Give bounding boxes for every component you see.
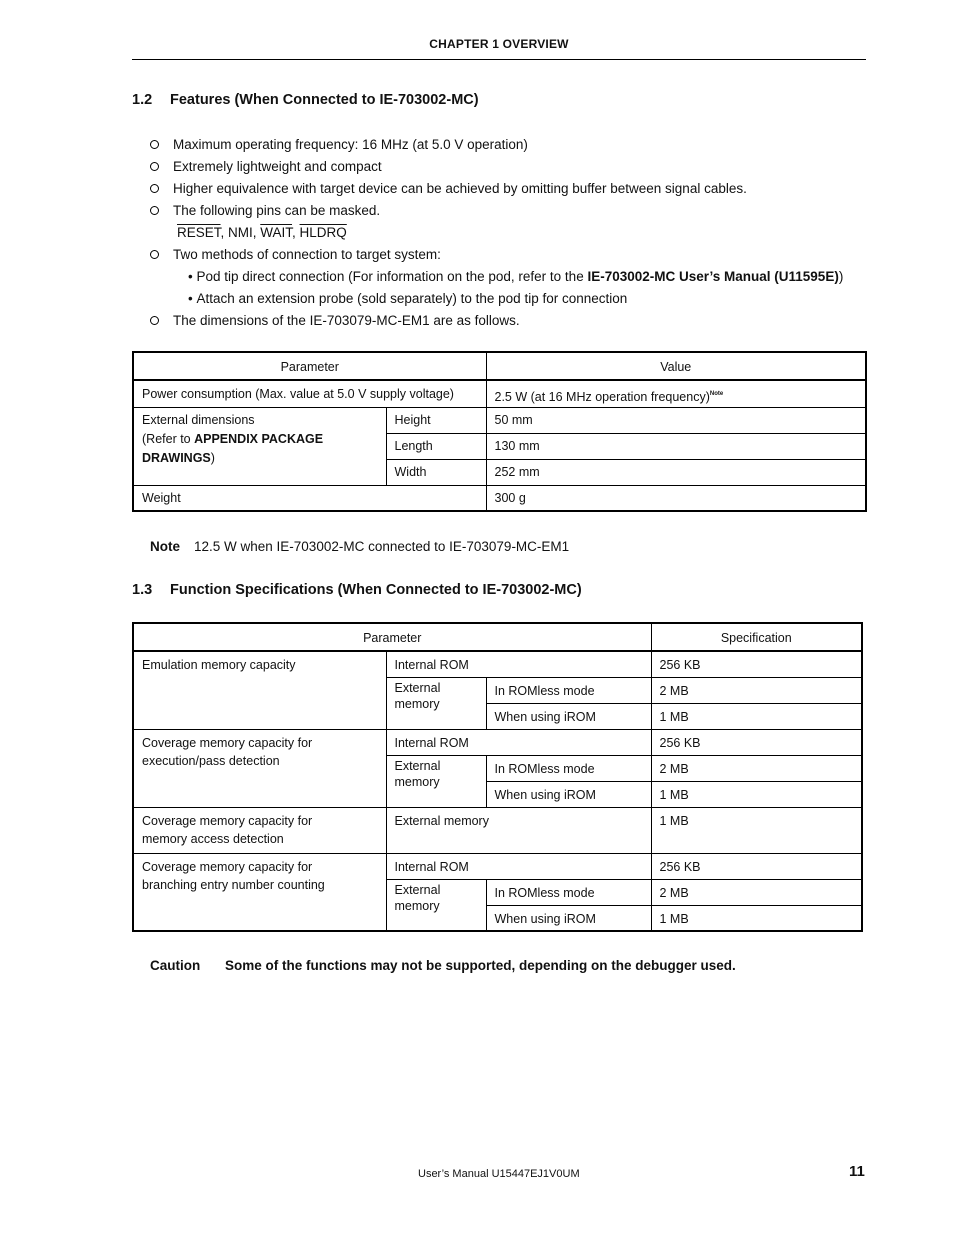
caution-label: Caution xyxy=(150,958,201,973)
ext-mem-line2: memory xyxy=(394,898,440,913)
bullet-text: Two methods of connection to target system: xyxy=(173,247,441,262)
spec-value: 256 KB xyxy=(651,729,862,755)
power-label: Power consumption (Max. value at 5.0 V supply voltage) xyxy=(133,380,486,407)
header-parameter: Parameter xyxy=(133,352,486,380)
table-row xyxy=(133,651,862,677)
spec-value: 2 MB xyxy=(651,755,862,781)
irom-label: When using iROM xyxy=(486,905,651,931)
ext-label-line1: External dimensions xyxy=(142,412,255,427)
pin-sep: , NMI, xyxy=(220,225,261,240)
table-row xyxy=(133,485,866,511)
spec-value: 1 MB xyxy=(651,905,862,931)
romless-label: In ROMless mode xyxy=(486,879,651,905)
spec-value: 1 MB xyxy=(651,781,862,807)
ext-mem-line1: External xyxy=(394,680,441,695)
weight-value: 300 g xyxy=(486,485,866,511)
external-memory-label xyxy=(386,755,486,807)
circle-bullet-icon xyxy=(150,184,159,193)
circle-bullet-icon xyxy=(150,162,159,171)
bullet-text: The following pins can be masked. xyxy=(173,203,381,218)
section-title: Features (When Connected to IE-703002-MC) xyxy=(170,92,479,108)
romless-label: In ROMless mode xyxy=(486,677,651,703)
spec-value: 2 MB xyxy=(651,879,862,905)
circle-bullet-icon xyxy=(150,316,159,325)
note-text: 12.5 W when IE-703002-MC connected to IE-703079-MC-EM1 xyxy=(194,539,570,554)
header-specification: Specification xyxy=(651,623,862,651)
table-row xyxy=(133,807,862,853)
internal-rom-label: Internal ROM xyxy=(386,651,651,677)
note-label: Note xyxy=(150,539,180,554)
page-number: 11 xyxy=(849,1163,865,1180)
spec-value: 2 MB xyxy=(651,677,862,703)
bullet-text: Higher equivalence with target device can be achieved by omitting buffer between signal cables. xyxy=(173,181,747,196)
param-coverage-branching xyxy=(133,853,386,931)
masked-pins xyxy=(177,225,347,241)
section-title: Function Specifications (When Connected to IE-703002-MC) xyxy=(170,582,582,598)
sub-text: Pod tip direct connection (For information on the pod, refer to the xyxy=(196,269,588,284)
sub-text: ) xyxy=(838,269,844,284)
spec-value: 256 KB xyxy=(651,651,862,677)
pin-hldrq: HLDRQ xyxy=(299,225,347,240)
appendix-reference-cont: DRAWINGS xyxy=(142,450,211,465)
ext-mem-line2: memory xyxy=(394,696,440,711)
caution-text: Some of the functions may not be supported, depending on the debugger used. xyxy=(225,958,736,973)
spec-value: 1 MB xyxy=(651,807,862,853)
table-row xyxy=(133,729,862,755)
pin-reset: RESET xyxy=(177,225,221,240)
list-item xyxy=(150,247,441,263)
table-row xyxy=(133,853,862,879)
power-value-text: 2.5 W (at 16 MHz operation frequency) xyxy=(494,390,710,404)
ext-mem-line1: External xyxy=(394,758,441,773)
param-line1: Coverage memory capacity for xyxy=(142,859,313,874)
section-number: 1.2 xyxy=(132,92,153,108)
list-item xyxy=(150,137,528,153)
table-header-row xyxy=(133,623,862,651)
power-value xyxy=(486,380,866,407)
external-memory-label: External memory xyxy=(386,807,651,853)
param-coverage-memory-access xyxy=(133,807,386,853)
table-row xyxy=(133,380,866,407)
ext-mem-line1: External xyxy=(394,882,441,897)
height-label: Height xyxy=(386,407,486,433)
note-marker: Note xyxy=(709,391,724,397)
header-rule xyxy=(132,59,866,60)
param-coverage-execution xyxy=(133,729,386,807)
chapter-header: CHAPTER 1 OVERVIEW xyxy=(429,37,569,51)
param-emulation-memory: Emulation memory capacity xyxy=(133,651,386,729)
table-header-row xyxy=(133,352,866,380)
section-number: 1.3 xyxy=(132,582,153,598)
internal-rom-label: Internal ROM xyxy=(386,729,651,755)
width-value: 252 mm xyxy=(486,459,866,485)
sub-list-item: • Pod tip direct connection (For information on the pod, refer to the IE-703002-MC User’s Manual (U11595E)) xyxy=(188,269,844,284)
section-heading-1-3 xyxy=(132,582,582,598)
manual-reference: IE-703002-MC User’s Manual (U11595E) xyxy=(587,269,839,284)
list-item xyxy=(150,159,382,175)
list-item xyxy=(150,203,380,219)
appendix-reference: APPENDIX PACKAGE xyxy=(194,431,324,446)
sub-list-item: • Attach an extension probe (sold separately) to the pod tip for connection xyxy=(188,291,628,306)
ext-label-line2: (Refer to xyxy=(142,431,195,446)
irom-label: When using iROM xyxy=(486,703,651,729)
circle-bullet-icon xyxy=(150,206,159,215)
pin-sep: , xyxy=(292,225,300,240)
note xyxy=(150,539,569,554)
param-line1: Coverage memory capacity for xyxy=(142,735,313,750)
spec-value: 1 MB xyxy=(651,703,862,729)
weight-label: Weight xyxy=(133,485,486,511)
list-item xyxy=(150,181,747,197)
pin-wait: WAIT xyxy=(260,225,293,240)
section-heading-1-2 xyxy=(132,92,479,108)
length-value: 130 mm xyxy=(486,433,866,459)
header-parameter: Parameter xyxy=(133,623,651,651)
param-line2: branching entry number counting xyxy=(142,877,325,892)
external-memory-label xyxy=(386,879,486,931)
ext-label-close: ) xyxy=(210,450,215,465)
header-value: Value xyxy=(486,352,866,380)
list-item xyxy=(150,313,520,329)
bullet-text: Maximum operating frequency: 16 MHz (at 5.0 V operation) xyxy=(173,137,528,152)
internal-rom-label: Internal ROM xyxy=(386,853,651,879)
param-line2: execution/pass detection xyxy=(142,753,280,768)
bullet-text: Extremely lightweight and compact xyxy=(173,159,382,174)
features-table xyxy=(132,351,867,512)
irom-label: When using iROM xyxy=(486,781,651,807)
param-line2: memory access detection xyxy=(142,831,284,846)
circle-bullet-icon xyxy=(150,250,159,259)
width-label: Width xyxy=(386,459,486,485)
table-row xyxy=(133,407,866,433)
height-value: 50 mm xyxy=(486,407,866,433)
bullet-text: The dimensions of the IE-703079-MC-EM1 are as follows. xyxy=(173,313,520,328)
length-label: Length xyxy=(386,433,486,459)
param-line1: Coverage memory capacity for xyxy=(142,813,313,828)
circle-bullet-icon xyxy=(150,140,159,149)
romless-label: In ROMless mode xyxy=(486,755,651,781)
spec-value: 256 KB xyxy=(651,853,862,879)
footer-manual-id: User’s Manual U15447EJ1V0UM xyxy=(418,1168,580,1180)
external-memory-label xyxy=(386,677,486,729)
function-spec-table xyxy=(132,622,863,932)
ext-dimensions-label xyxy=(133,407,386,485)
sub-text: Attach an extension probe (sold separately) to the pod tip for connection xyxy=(196,291,628,306)
ext-mem-line2: memory xyxy=(394,774,440,789)
caution xyxy=(150,958,736,973)
